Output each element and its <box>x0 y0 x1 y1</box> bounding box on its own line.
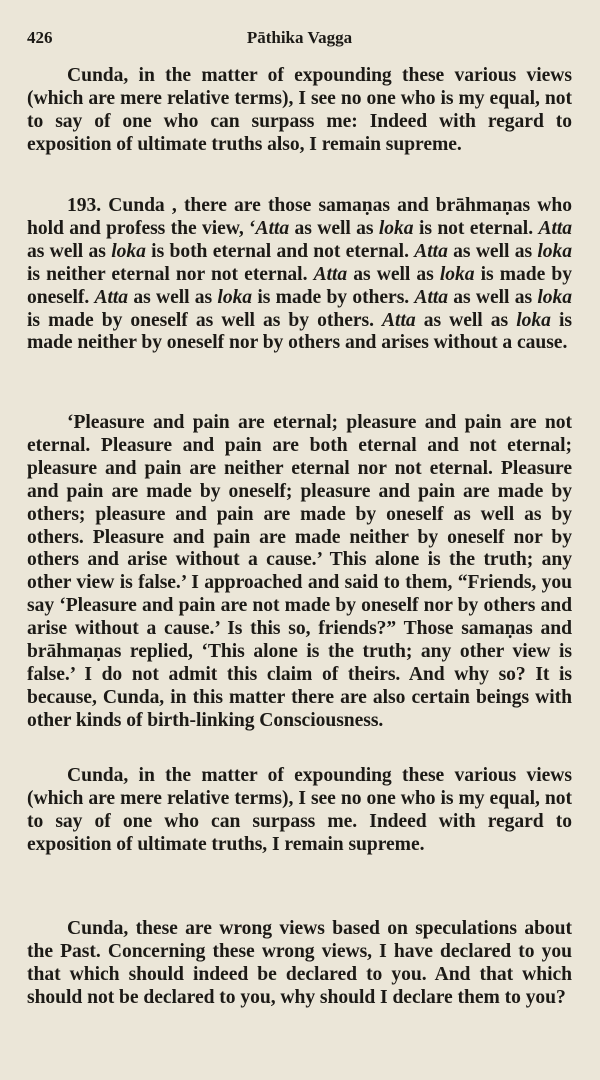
paragraph-expounding-views-1: Cunda, in the matter of expounding these various views (which are mere relative terms), I see no one who is my equal, not to say of one who can surpass me: Indeed with regard to exposition of ultimate truths also, I remain supreme. <box>27 65 572 155</box>
paragraph-193-text: is both eternal and not eternal. <box>145 240 415 262</box>
running-title: Pāthika Vagga <box>246 28 353 47</box>
term-atta: Atta <box>94 286 129 308</box>
paragraph-193-text: is made by others. <box>252 286 415 308</box>
term-atta: Atta <box>255 217 290 239</box>
paragraph-193-text: is made neither by oneself nor by others and arises without a cause. <box>27 309 572 354</box>
paragraph-193-text: as well as <box>347 263 440 285</box>
term-atta: Atta <box>313 263 348 285</box>
term-loka: loka <box>378 217 414 239</box>
term-atta: Atta <box>414 240 448 262</box>
term-atta: Atta <box>414 286 448 308</box>
term-loka: loka <box>537 240 572 262</box>
paragraph-193-text: as well as <box>447 286 538 308</box>
paragraph-193-text: is made by oneself. <box>27 263 572 308</box>
paragraph-193-text: as well as <box>128 286 218 308</box>
term-atta: Atta <box>538 217 573 239</box>
paragraph-wrong-views: Cunda, these are wrong views based on speculations about the Past. Concerning these wrong views, I have declared to you that which should indeed be declared to you. And that which should not be declared to you, why should I declare them to you? <box>27 918 572 1008</box>
term-atta: Atta <box>382 309 416 331</box>
paragraph-193-text: is neither eternal nor not eternal. <box>27 263 314 285</box>
paragraph-193-text: as well as <box>447 240 538 262</box>
term-loka: loka <box>111 240 146 262</box>
term-loka: loka <box>439 263 475 285</box>
page-number: 426 <box>27 28 53 47</box>
paragraph-193-text: as well as <box>289 217 379 239</box>
term-loka: loka <box>537 286 572 308</box>
paragraph-193-text: as well as <box>27 240 112 262</box>
paragraph-193 <box>27 195 572 355</box>
paragraph-193-text: is made by oneself as well as by others. <box>27 309 383 331</box>
paragraph-193-text: 193. Cunda , there are those samaṇas and brāhmaṇas who hold and profess the view, ‘ <box>27 195 572 239</box>
term-loka: loka <box>217 286 253 308</box>
paragraph-193-text: is not eternal. <box>413 217 539 239</box>
paragraph-193-text: as well as <box>415 309 517 331</box>
paragraph-pleasure-and-pain: ‘Pleasure and pain are eternal; pleasure and pain are not eternal. Pleasure and pain are both eternal and not eternal; pleasure and pain are neither eternal nor not eternal. Pleasure and pain are made by oneself; pleasure and pain are made by others; pleasure and pain are made by oneself as well as by others. Pleasure and pain are made neither by oneself nor by others and arise without a cause.’ This alone is the truth; any other view is false.’ I approached and said to them, “Friends, you say ‘Pleasure and pain are not made by oneself nor by others and arise without a cause.’ Is this so, friends?” Those samaṇas and brāhmaṇas replied, ‘This alone is the truth; any other view is false.’ I do not admit this claim of theirs. And why so? It is because, Cunda, in this matter there are also certain beings with other kinds of birth-linking Consciousness. <box>27 412 572 731</box>
term-loka: loka <box>516 309 551 331</box>
page-header <box>27 28 572 54</box>
paragraph-expounding-views-2: Cunda, in the matter of expounding these various views (which are mere relative terms), I see no one who is my equal, not to say of one who can surpass me. Indeed with regard to exposition of ultimate truths, I remain supreme. <box>27 765 572 855</box>
